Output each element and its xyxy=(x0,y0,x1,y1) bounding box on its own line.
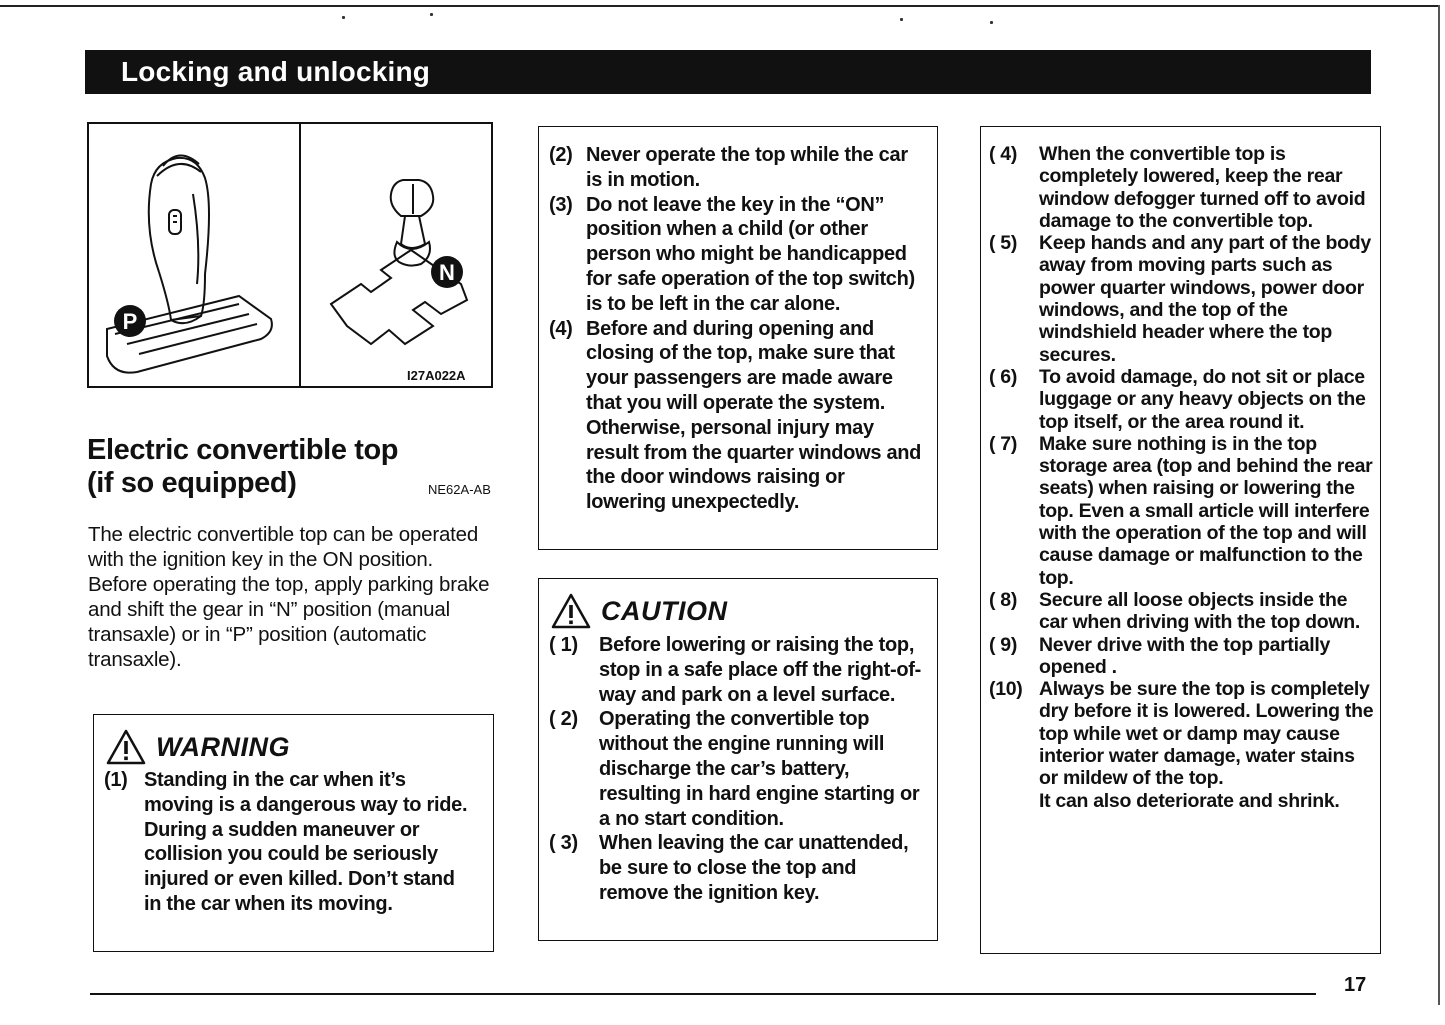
item-number: ( 9) xyxy=(989,633,1018,656)
caution-box xyxy=(538,578,938,941)
item-text: It can also deteriorate and shrink. xyxy=(1039,789,1340,812)
item-text: Operating the convertible top without the engine running will discharge the car’s battery, resulting in hard engine starting or a no start condition. xyxy=(599,708,920,830)
warning-heading xyxy=(106,729,290,765)
neutral-marker-label: N xyxy=(439,260,455,285)
item-number: (2) xyxy=(549,144,573,166)
figure-code: I27A022A xyxy=(407,368,466,383)
list-item xyxy=(549,707,927,831)
scan-speck xyxy=(900,18,903,21)
list-item xyxy=(549,317,929,515)
list-item xyxy=(989,433,1375,589)
list-item xyxy=(549,143,929,193)
warning-triangle-icon xyxy=(106,729,146,765)
manual-shifter-illustration xyxy=(301,124,493,364)
section-title-line1: Electric convertible top xyxy=(87,434,399,466)
list-item xyxy=(989,634,1375,679)
section-title-line2: (if so equipped) xyxy=(87,467,297,499)
item-number: ( 3) xyxy=(549,832,578,855)
page-edge xyxy=(1438,5,1440,1005)
automatic-shifter-illustration xyxy=(89,124,297,386)
park-marker-label: P xyxy=(122,309,138,334)
warning-continued-list xyxy=(549,143,929,515)
list-item xyxy=(549,193,929,317)
scan-speck xyxy=(430,13,433,16)
caution-continued-box xyxy=(980,126,1381,954)
list-item-continuation xyxy=(989,790,1375,812)
list-item xyxy=(549,831,927,905)
item-number: ( 6) xyxy=(989,365,1018,388)
item-number: ( 8) xyxy=(989,588,1018,611)
item-text: Never drive with the top partially opened . xyxy=(1039,633,1331,678)
list-item xyxy=(989,678,1375,789)
item-number: ( 1) xyxy=(549,634,578,656)
reference-code: NE62A-AB xyxy=(428,482,491,497)
page-number: 17 xyxy=(1344,974,1367,996)
warning-continued-box xyxy=(538,126,938,550)
intro-paragraph: The electric convertible top can be operated with the ignition key in the ON position. xyxy=(88,523,479,571)
item-number: ( 2) xyxy=(549,708,578,731)
caution-heading xyxy=(551,593,728,629)
item-text: Always be sure the top is completely dry before it is lowered. Lowering the top while wet or damp may cause interior water damage, water stains or mildew of the top. xyxy=(1039,678,1374,790)
item-text: Never operate the top while the car is in motion. xyxy=(586,144,908,191)
item-number: (3) xyxy=(549,193,573,216)
item-text: To avoid damage, do not sit or place luggage or any heavy objects on the top itself, or the area round it. xyxy=(1039,365,1366,433)
item-text: Before lowering or raising the top, stop in a safe place off the right-of-way and park on a level surface. xyxy=(599,634,921,706)
item-text: Secure all loose objects inside the car when driving with the top down. xyxy=(1039,588,1361,634)
caution-list xyxy=(549,633,927,906)
item-number: (4) xyxy=(549,317,573,340)
scan-speck xyxy=(990,21,993,24)
list-item xyxy=(989,143,1375,232)
warning-list xyxy=(104,768,476,917)
section-header-title: Locking and unlocking xyxy=(121,56,431,87)
item-number: ( 4) xyxy=(989,143,1018,165)
warning-label: WARNING xyxy=(156,731,290,762)
scan-speck xyxy=(342,16,345,19)
item-text: Do not leave the key in the “ON” position when a child (or other person who might be handicapped for safe operation of the top switch) is to be left in the car alone. xyxy=(586,193,915,315)
list-item xyxy=(549,633,927,707)
item-text: Make sure nothing is in the top storage area (top and behind the rear seats) when raising or lowering the top. Even a small article will interfere with the operation of the top and will cause damage or malfunction to the top. xyxy=(1039,432,1373,589)
caution-continued-list xyxy=(989,143,1375,812)
item-number: (1) xyxy=(104,769,128,791)
list-item xyxy=(989,589,1375,634)
bottom-rule xyxy=(90,993,1316,995)
list-item xyxy=(989,232,1375,366)
top-rule xyxy=(0,5,1440,7)
section-title xyxy=(87,434,417,500)
item-text: Keep hands and any part of the body away from moving parts such as power quarter windows, power door windows, and the top of the windshield header where the top secures. xyxy=(1039,232,1371,366)
item-text: Standing in the car when it’s moving is a dangerous way to ride. During a sudden maneuver or collision you could be seriously injured or even killed. Don’t stand in the car when its moving. xyxy=(144,769,468,915)
intro-text xyxy=(88,522,498,672)
caution-label: CAUTION xyxy=(601,595,728,626)
list-item xyxy=(989,366,1375,433)
item-text: When the convertible top is completely lowered, keep the rear window defogger turned off to avoid damage to the convertible top. xyxy=(1039,143,1366,232)
item-text: Before and during opening and closing of the top, make sure that your passengers are made aware that you will operate the system. Otherwise, personal injury may result from the quarter windows and the door windows raising or lowering unexpectedly. xyxy=(586,317,922,514)
item-number: (10) xyxy=(989,678,1023,701)
item-number: ( 7) xyxy=(989,432,1018,455)
gear-shift-figure xyxy=(87,122,493,388)
item-number: ( 5) xyxy=(989,232,1018,255)
caution-triangle-icon xyxy=(551,593,591,629)
warning-box xyxy=(93,714,494,952)
section-header xyxy=(85,50,1371,94)
list-item xyxy=(104,768,476,917)
item-text: When leaving the car unattended, be sure to close the top and remove the ignition key. xyxy=(599,832,909,904)
intro-paragraph: Before operating the top, apply parking brake and shift the gear in “N” position (manual transaxle) or in “P” position (automatic transaxle). xyxy=(88,573,490,671)
